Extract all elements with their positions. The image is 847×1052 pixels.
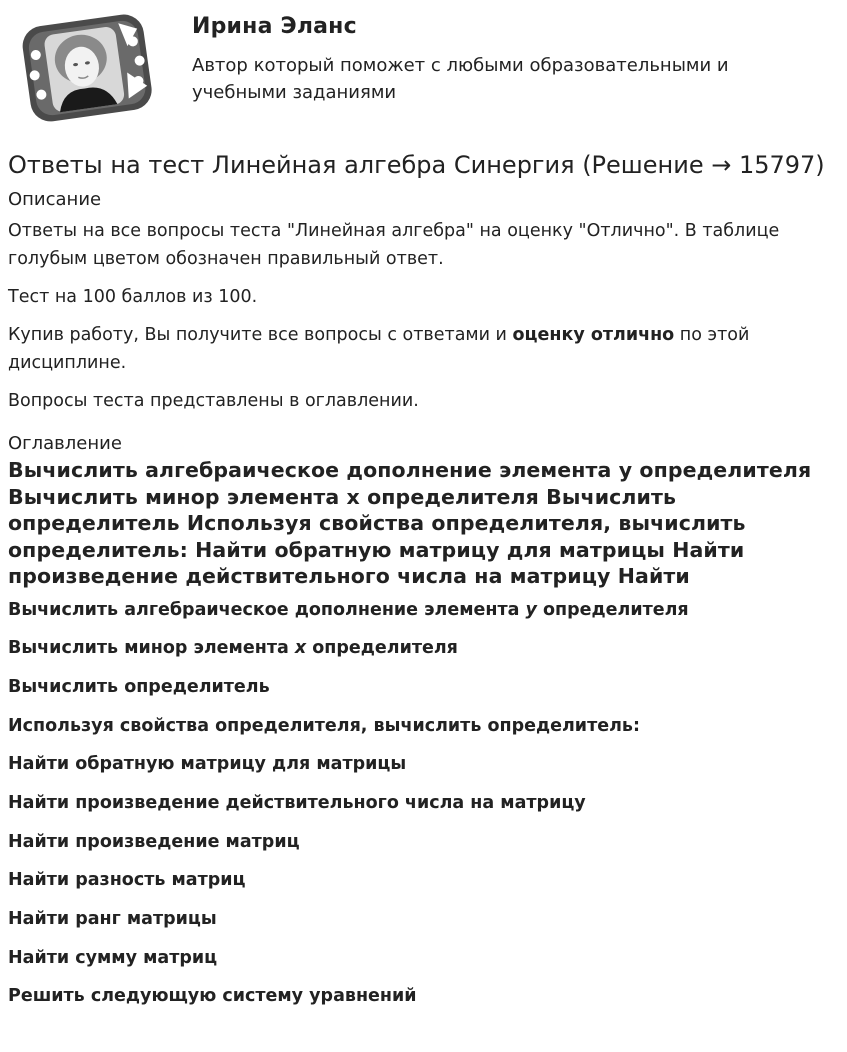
toc-item[interactable]: Найти ранг матрицы — [8, 909, 217, 929]
toc-item[interactable] — [8, 598, 839, 623]
toc-item-var: у — [525, 599, 537, 620]
toc-item[interactable]: Вычислить определитель — [8, 676, 270, 697]
author-name[interactable]: Ирина Эланс — [192, 14, 357, 39]
toc-item-text-end: определителя — [306, 638, 458, 659]
description-score: Тест на 100 баллов из 100. — [8, 287, 258, 307]
toc-item[interactable] — [8, 636, 839, 661]
toc-item[interactable]: Решить следующую систему уравнений — [8, 986, 417, 1007]
author-header — [8, 0, 839, 135]
toc-item[interactable]: Найти произведение матриц — [8, 831, 300, 852]
purchase-text-end: по этой дисциплине. — [8, 325, 750, 373]
description-paragraph: Ответы на все вопросы теста "Линейная алгебра" на оценку "Отлично". В таблице голубым цветом обозначен правильный ответ. — [8, 221, 780, 269]
toc-item-var: х — [294, 638, 307, 659]
page-title: Ответы на тест Линейная алгебра Синергия (Решение → 15797) — [8, 151, 825, 179]
toc-item[interactable]: Найти обратную матрицу для матрицы — [8, 754, 407, 775]
toc-item[interactable]: Используя свойства определителя, вычислить определитель: — [8, 715, 640, 736]
description-purchase — [8, 321, 839, 377]
toc-list — [8, 598, 839, 1010]
author-description: Автор который поможет с любыми образовательными и учебными заданиями — [192, 55, 729, 103]
toc-item-text-end: определителя — [536, 599, 689, 620]
toc-item[interactable]: Найти сумму матриц — [8, 947, 218, 968]
purchase-text-bold: оценку отлично — [512, 325, 675, 345]
purchase-text-start: Купив работу, Вы получите все вопросы с ответами и — [8, 325, 513, 345]
toc-item-text: Вычислить минор элемента — [8, 638, 295, 659]
toc-item[interactable]: Найти произведение действительного числа на матрицу — [8, 792, 586, 813]
description-label: Описание — [8, 189, 102, 210]
toc-item[interactable]: Найти разность матриц — [8, 870, 246, 891]
toc-label: Оглавление — [8, 433, 122, 454]
film-frame-portrait-icon — [16, 8, 158, 126]
toc-summary: Вычислить алгебраическое дополнение элемента у определителя Вычислить минор элемента х определителя Вычислить определитель Используя свойства определителя, вычислить определитель: Найти обратную матрицу для матрицы Найти произведение действительного числа на матрицу Найти — [8, 458, 812, 588]
toc-item-text: Вычислить алгебраическое дополнение элемента — [8, 599, 526, 620]
description-toc-note: Вопросы теста представлены в оглавлении. — [8, 391, 419, 411]
